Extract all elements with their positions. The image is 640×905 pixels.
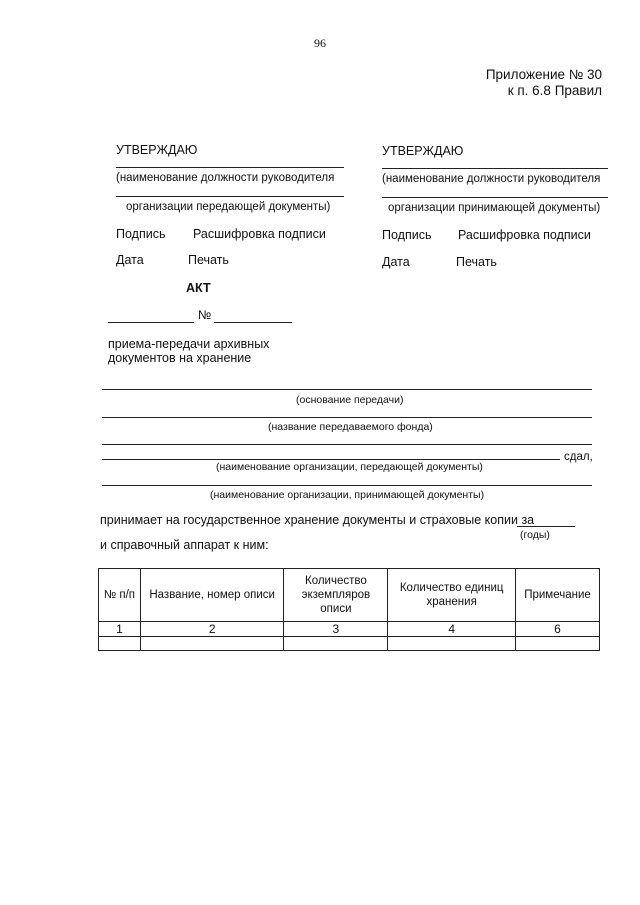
column-number-cell: 2 — [140, 622, 284, 637]
act-title: АКТ — [186, 281, 211, 295]
table-cell — [99, 637, 141, 651]
right-signature-decoding-label: Расшифровка подписи — [458, 228, 591, 242]
right-approval-line-2 — [382, 197, 608, 198]
right-date-label: Дата — [382, 255, 410, 269]
years-caption: (годы) — [520, 529, 550, 541]
appendix-line-1: Приложение № 30 — [485, 67, 602, 82]
appendix-note — [486, 67, 602, 99]
left-signature-decoding-label: Расшифровка подписи — [193, 227, 326, 241]
column-number-cell: 4 — [388, 622, 516, 637]
transfer-table — [98, 568, 600, 651]
table-header-row — [99, 569, 600, 622]
act-subtitle-line-1: приема-передачи архивных — [108, 337, 270, 351]
basis-caption: (основание передачи) — [296, 394, 404, 406]
header-cell-number: № п/п — [99, 569, 141, 622]
act-date-line — [108, 322, 194, 323]
header-cell-inventory-copies: Количество экземпляров описи — [284, 569, 388, 622]
sender-caption: (наименование организации, передающей документы) — [216, 461, 483, 473]
left-approval-caption-1: (наименование должности руководителя — [116, 172, 335, 184]
fund-line — [102, 417, 592, 418]
act-number-line — [214, 322, 292, 323]
receiver-line — [102, 485, 592, 486]
header-cell-inventory-name: Название, номер описи — [140, 569, 284, 622]
right-approval-title: УТВЕРЖДАЮ — [382, 144, 464, 158]
right-stamp-label: Печать — [456, 255, 497, 269]
receiver-caption: (наименование организации, принимающей документы) — [210, 489, 485, 501]
left-approval-caption-2: организации передающей документы) — [126, 201, 331, 213]
left-approval-title: УТВЕРЖДАЮ — [116, 143, 198, 157]
right-approval-caption-2: организации принимающей документы) — [388, 202, 601, 214]
years-line — [517, 526, 575, 527]
table-cell — [388, 637, 516, 651]
accepts-text: принимает на государственное хранение документы и страховые копии за — [100, 513, 535, 527]
right-signature-label: Подпись — [382, 228, 432, 242]
sender-line-1 — [102, 444, 592, 445]
right-approval-line-1 — [382, 168, 608, 169]
column-number-cell: 1 — [99, 622, 141, 637]
handed-over-text: сдал, — [564, 451, 593, 463]
table-cell — [140, 637, 284, 651]
left-date-label: Дата — [116, 253, 144, 267]
left-approval-line-2 — [116, 196, 344, 197]
fund-caption: (название передаваемого фонда) — [268, 421, 433, 433]
table-cell — [284, 637, 388, 651]
header-cell-storage-units: Количество единиц хранения — [388, 569, 516, 622]
right-approval-caption-1: (наименование должности руководителя — [382, 173, 601, 185]
table-column-numbers-row — [99, 622, 600, 637]
column-number-cell: 6 — [516, 622, 600, 637]
act-subtitle-line-2: документов на хранение — [108, 351, 252, 365]
left-signature-label: Подпись — [116, 227, 166, 241]
left-approval-line-1 — [116, 167, 344, 168]
appendix-line-2: к п. 6.8 Правил — [507, 83, 602, 98]
reference-text: и справочный аппарат к ним: — [100, 538, 269, 552]
table-cell — [516, 637, 600, 651]
header-cell-note: Примечание — [516, 569, 600, 622]
act-number-sign: № — [198, 308, 212, 322]
column-number-cell: 3 — [284, 622, 388, 637]
table-row — [99, 637, 600, 651]
sender-line-2 — [102, 459, 560, 460]
basis-line — [102, 389, 592, 390]
left-stamp-label: Печать — [188, 253, 229, 267]
page-number: 96 — [314, 36, 326, 50]
